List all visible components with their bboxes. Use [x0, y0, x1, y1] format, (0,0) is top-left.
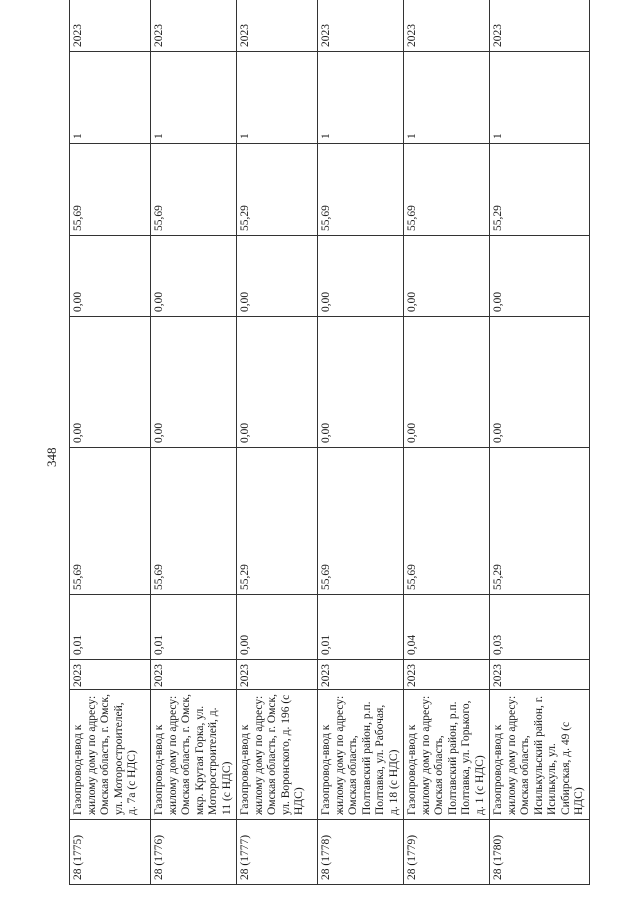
object-name-cell: Газопровод-ввод к жилому дому по адресу: Омская область, Полтавский район, р.п. Полтавка, ул. Горького, д. 1 (с НДС): [404, 690, 490, 820]
value-3-cell: 0,00: [237, 317, 318, 448]
object-name-cell: Газопровод-ввод к жилому дому по адресу: Омская область, г. Омск, мкр. Крутая Горка, ул. Моторостроителей, д. 11 (с НДС): [151, 690, 237, 820]
object-name-cell: Газопровод-ввод к жилому дому по адресу: Омская область, г. Омск, ул. Воронского, д. 196 (с НДС): [237, 690, 318, 820]
quantity-cell: 1: [70, 52, 151, 144]
value-5-cell: 55,69: [404, 144, 490, 236]
value-3-cell: 0,00: [70, 317, 151, 448]
table-row: [237, 0, 318, 885]
code-cell: 28 (1777): [237, 820, 318, 885]
table-row: [490, 0, 590, 885]
year-1-cell: 2023: [490, 0, 590, 52]
code-cell: 28 (1779): [404, 820, 490, 885]
value-4-cell: 0,00: [404, 236, 490, 317]
value-1-cell: 0,01: [318, 595, 404, 660]
value-4-cell: 0,00: [70, 236, 151, 317]
investment-table: [69, 0, 590, 885]
value-2-cell: 55,29: [490, 448, 590, 595]
table-row: [151, 0, 237, 885]
value-4-cell: 0,00: [318, 236, 404, 317]
value-4-cell: 0,00: [237, 236, 318, 317]
table-row: [404, 0, 490, 885]
year-1-cell: 2023: [318, 0, 404, 52]
start-year-cell: 2023: [490, 660, 590, 690]
value-2-cell: 55,69: [70, 448, 151, 595]
code-cell: 28 (1776): [151, 820, 237, 885]
value-5-cell: 55,69: [318, 144, 404, 236]
start-year-cell: 2023: [70, 660, 151, 690]
value-1-cell: 0,04: [404, 595, 490, 660]
page-number: 348: [44, 447, 59, 467]
year-1-cell: 2023: [237, 0, 318, 52]
year-1-cell: 2023: [151, 0, 237, 52]
start-year-cell: 2023: [404, 660, 490, 690]
value-3-cell: 0,00: [318, 317, 404, 448]
value-4-cell: 0,00: [490, 236, 590, 317]
value-1-cell: 0,01: [151, 595, 237, 660]
table-row: [318, 0, 404, 885]
value-2-cell: 55,69: [318, 448, 404, 595]
quantity-cell: 1: [490, 52, 590, 144]
value-1-cell: 0,03: [490, 595, 590, 660]
quantity-cell: 1: [404, 52, 490, 144]
object-name-cell: Газопровод-ввод к жилому дому по адресу: Омская область, Исилькульский район, г. Исилькуль, ул. Сибирская, д. 49 (с НДС): [490, 690, 590, 820]
value-3-cell: 0,00: [151, 317, 237, 448]
value-5-cell: 55,29: [490, 144, 590, 236]
value-2-cell: 55,29: [237, 448, 318, 595]
value-2-cell: 55,69: [404, 448, 490, 595]
quantity-cell: 1: [237, 52, 318, 144]
start-year-cell: 2023: [237, 660, 318, 690]
value-3-cell: 0,00: [404, 317, 490, 448]
start-year-cell: 2023: [318, 660, 404, 690]
value-5-cell: 55,69: [70, 144, 151, 236]
table-row: [70, 0, 151, 885]
value-5-cell: 55,69: [151, 144, 237, 236]
year-1-cell: 2023: [70, 0, 151, 52]
quantity-cell: 1: [151, 52, 237, 144]
table-body: [70, 0, 590, 885]
year-1-cell: 2023: [404, 0, 490, 52]
code-cell: 28 (1778): [318, 820, 404, 885]
value-3-cell: 0,00: [490, 317, 590, 448]
code-cell: 28 (1775): [70, 820, 151, 885]
quantity-cell: 1: [318, 52, 404, 144]
code-cell: 28 (1780): [490, 820, 590, 885]
object-name-cell: Газопровод-ввод к жилому дому по адресу: Омская область, г. Омск, ул. Моторостроителей, д. 7а (с НДС): [70, 690, 151, 820]
value-4-cell: 0,00: [151, 236, 237, 317]
value-2-cell: 55,69: [151, 448, 237, 595]
object-name-cell: Газопровод-ввод к жилому дому по адресу: Омская область, Полтавский район, р.п. Полтавка, ул. Рабочая, д. 18 (с НДС): [318, 690, 404, 820]
value-1-cell: 0,01: [70, 595, 151, 660]
value-1-cell: 0,00: [237, 595, 318, 660]
start-year-cell: 2023: [151, 660, 237, 690]
value-5-cell: 55,29: [237, 144, 318, 236]
